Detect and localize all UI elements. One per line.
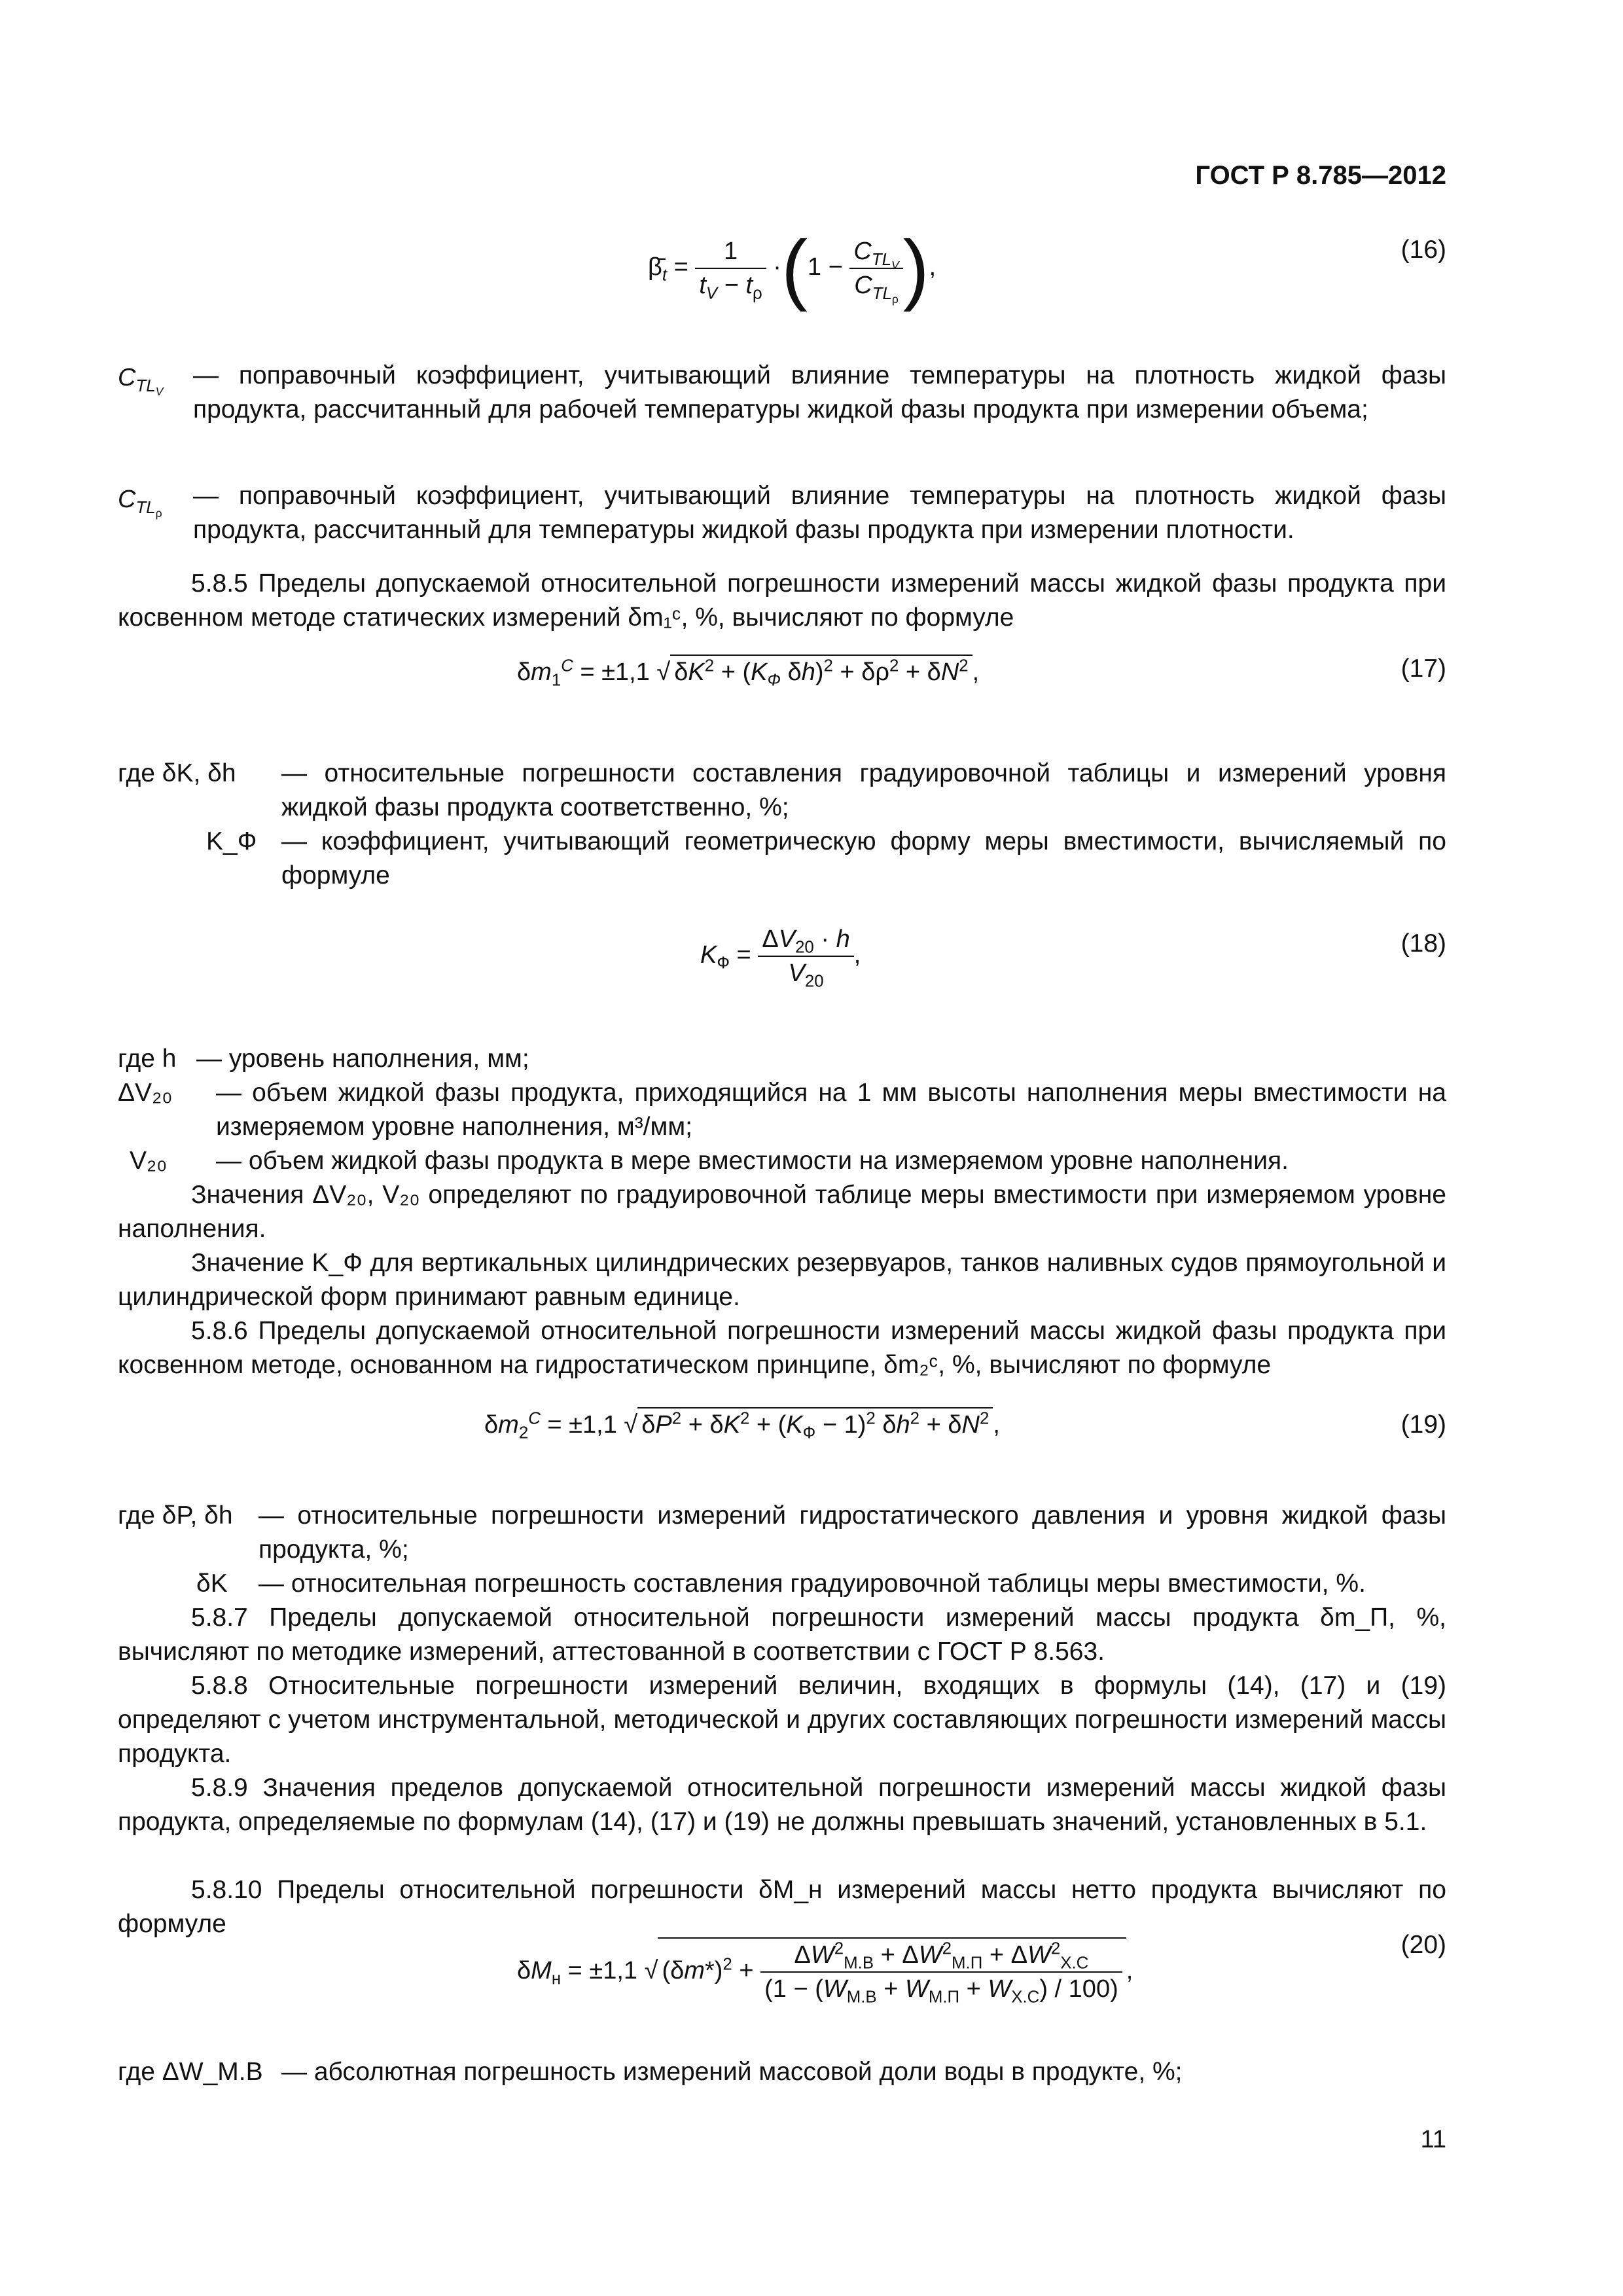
page-number: 11 bbox=[1420, 2126, 1446, 2153]
equation-number-17: (17) bbox=[1400, 655, 1446, 683]
definition-v20: — объем жидкой фазы продукта в мере вместимости на измеряемом уровне наполнения. bbox=[216, 1147, 1289, 1175]
definition-kf: — коэффициент, учитывающий геометрическую форму меры вместимости, вычисляемый по формуле bbox=[281, 827, 1446, 889]
label-dw: где ΔW_М.В bbox=[118, 2058, 263, 2086]
paragraph-kf-value: Значение K_Ф для вертикальных цилиндрических резервуаров, танков наливных судов прямоугольной и цилиндрической форм принимают равным единице. bbox=[118, 1249, 1446, 1311]
paragraph-5-8-5: 5.8.5 Пределы допускаемой относительной погрешности измерений массы жидкой фазы продукта при косвенном методе статических измерений δm₁ᶜ, %, вычисляют по формуле bbox=[118, 569, 1446, 632]
label-kf: K_Ф bbox=[206, 827, 257, 855]
paragraph-values: Значения ΔV₂₀, V₂₀ определяют по градуировочной таблице меры вместимости при измеряемом уровне наполнения. bbox=[118, 1181, 1446, 1243]
equation-number-16: (16) bbox=[1400, 236, 1446, 264]
label-h: где h bbox=[118, 1045, 177, 1073]
definition-dp-dh: — относительные погрешности измерений гидростатического давления и уровня жидкой фазы продукта, %; bbox=[259, 1501, 1446, 1564]
label-dk-dh: где δK, δh bbox=[118, 759, 236, 787]
formula-20: $\delta M_н = \pm 1,1$ √ $(\delta m*)^2$ + $\frac{\Delta W^2_{М.В} + \Delta W^2_{М.П} + \Delta W^2_{Х.С}}{(1 - (W_{М.В} + W_{М.П} + W_{Х.С}) / 100)}$ , bbox=[517, 1937, 1133, 2005]
paragraph-5-8-8: 5.8.8 Относительные погрешности измерений величин, входящих в формулы (14), (17) и (19) определяют с учетом инструментальной, методической и других составляющих погрешности измерений массы продукта. bbox=[118, 1672, 1446, 1768]
definition-dv20: — объем жидкой фазы продукта, приходящийся на 1 мм высоты наполнения меры вместимости на измеряемом уровне наполнения, м³/мм; bbox=[216, 1079, 1446, 1141]
label-dv20: ΔV₂₀ bbox=[118, 1079, 173, 1107]
formula-16: $\betā_t$ = $\frac{1}{t_V - t_\rho}$ ·(1 − $\frac{C_{TL_V}}{C_{TL_\rho}}$ ), bbox=[648, 224, 936, 312]
paragraph-5-8-10: 5.8.10 Пределы относительной погрешности δM_н измерений массы нетто продукта вычисляют по формуле bbox=[118, 1876, 1446, 1938]
symbol-ctlv: $C_{TL_V}$ bbox=[118, 364, 164, 398]
symbol-ctlr: $C_{TL_\rho}$ bbox=[118, 486, 162, 520]
definition-dw: — абсолютная погрешность измерений массовой доли воды в продукте, %; bbox=[281, 2058, 1183, 2086]
definition-ctlv: — поправочный коэффициент, учитывающий влияние температуры на плотность жидкой фазы продукта, рассчитанный для рабочей температуры жидкой фазы продукта при измерении объема; bbox=[193, 361, 1446, 423]
paragraph-5-8-7: 5.8.7 Пределы допускаемой относительной погрешности измерений массы продукта δm_П, %, вычисляют по методике измерений, аттестованной в соответствии с ГОСТ Р 8.563. bbox=[118, 1604, 1446, 1666]
paragraph-5-8-6: 5.8.6 Пределы допускаемой относительной погрешности измерений массы жидкой фазы продукта при косвенном методе, основанном на гидростатическом принципе, δm₂ᶜ, %, вычисляют по формуле bbox=[118, 1317, 1446, 1379]
definition-ctlr: — поправочный коэффициент, учитывающий влияние температуры на плотность жидкой фазы продукта, рассчитанный для температуры жидкой фазы продукта при измерении плотности. bbox=[193, 482, 1446, 544]
label-dk: δK bbox=[196, 1570, 228, 1598]
formula-19: $\delta m_2^C = \pm 1,1$ √ $\delta P^2 + \delta K^2 + (K_Ф - 1)^2$ $\delta h^2 + \delta N^2$ , bbox=[484, 1407, 1000, 1441]
formula-18: $K_Ф$ = $\frac{\Delta V_{20} \cdot h}{V_{20}}$ , bbox=[700, 923, 861, 990]
formula-17: $\delta m_1^C = \pm 1,1$ √ $\delta K^2 + (K_Ф$ $\delta h)^2 + \delta\rho^2 + \delta N^2$ , bbox=[517, 655, 979, 689]
equation-number-20: (20) bbox=[1400, 1931, 1446, 1959]
label-dp-dh: где δP, δh bbox=[118, 1501, 233, 1530]
label-v20: V₂₀ bbox=[130, 1147, 168, 1175]
definition-dk-dh: — относительные погрешности составления градуировочной таблицы и измерений уровня жидкой фазы продукта соответственно, %; bbox=[281, 759, 1446, 821]
standard-header: ГОСТ Р 8.785—2012 bbox=[1195, 161, 1446, 190]
definition-h: — уровень наполнения, мм; bbox=[196, 1045, 529, 1073]
paragraph-5-8-9: 5.8.9 Значения пределов допускаемой относительной погрешности измерений массы жидкой фазы продукта, определяемые по формулам (14), (17) и (19) не должны превышать значений, установленных в 5.1. bbox=[118, 1774, 1446, 1836]
equation-number-18: (18) bbox=[1400, 929, 1446, 958]
definition-dk: — относительная погрешность составления градуировочной таблицы меры вместимости, %. bbox=[259, 1570, 1366, 1598]
equation-number-19: (19) bbox=[1400, 1410, 1446, 1439]
